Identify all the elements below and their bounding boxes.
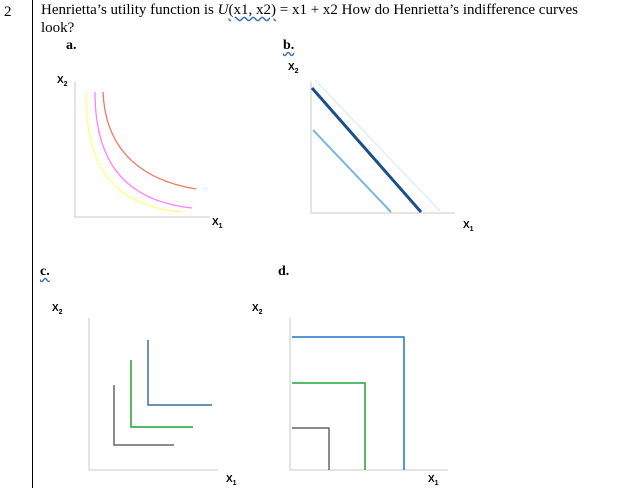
graph-a-y-axis-label: $X_2$	[57, 75, 68, 88]
graph-b	[311, 80, 455, 213]
graph-a-curve-mid	[95, 92, 192, 208]
graph-c-step-low	[114, 385, 174, 445]
option-b-label: b.	[283, 38, 295, 53]
graph-b-line-mid	[312, 88, 421, 212]
question-text-lead: Henrietta’s utility function is	[41, 2, 218, 18]
graph-c-step-high	[148, 340, 212, 405]
graph-a	[75, 82, 210, 217]
question-text-rest: = x1 + x2 How do Henrietta’s indifference curves	[275, 2, 578, 18]
graph-c-y-axis-label: $X_2$	[52, 303, 63, 316]
graph-d-step-high	[292, 337, 404, 470]
option-a-label: a.	[66, 38, 77, 53]
utility-function-name: U	[217, 2, 229, 18]
question-number: 2	[4, 4, 12, 20]
graph-b-line-high	[315, 80, 440, 211]
graph-a-curve-high	[103, 92, 196, 189]
graph-d-x-axis-label: $X_1$	[428, 474, 439, 487]
graph-a-x-axis-label: $X_1$	[212, 217, 223, 230]
question-text-line2: look?	[41, 20, 75, 36]
graph-c-x-axis-label: $X_1$	[226, 474, 237, 487]
graph-d-step-low	[292, 428, 329, 470]
graph-c	[89, 318, 218, 470]
graph-b-x-axis-label: $X_1$	[463, 220, 474, 233]
option-d-label: d.	[278, 264, 290, 279]
utility-function-args: (x1, x2)	[228, 2, 276, 18]
graph-b-line-low	[313, 130, 391, 212]
graph-a-curve-low	[86, 92, 182, 212]
graph-c-axes	[89, 318, 218, 470]
graph-d	[290, 318, 448, 470]
graph-b-y-axis-label: $X_2$	[288, 62, 299, 75]
graph-d-y-axis-label: $X_2$	[252, 303, 263, 316]
option-c-label: c.	[40, 264, 50, 279]
graph-d-axes	[290, 318, 448, 470]
graph-b-axes	[311, 82, 455, 213]
graph-c-step-mid	[131, 360, 193, 427]
